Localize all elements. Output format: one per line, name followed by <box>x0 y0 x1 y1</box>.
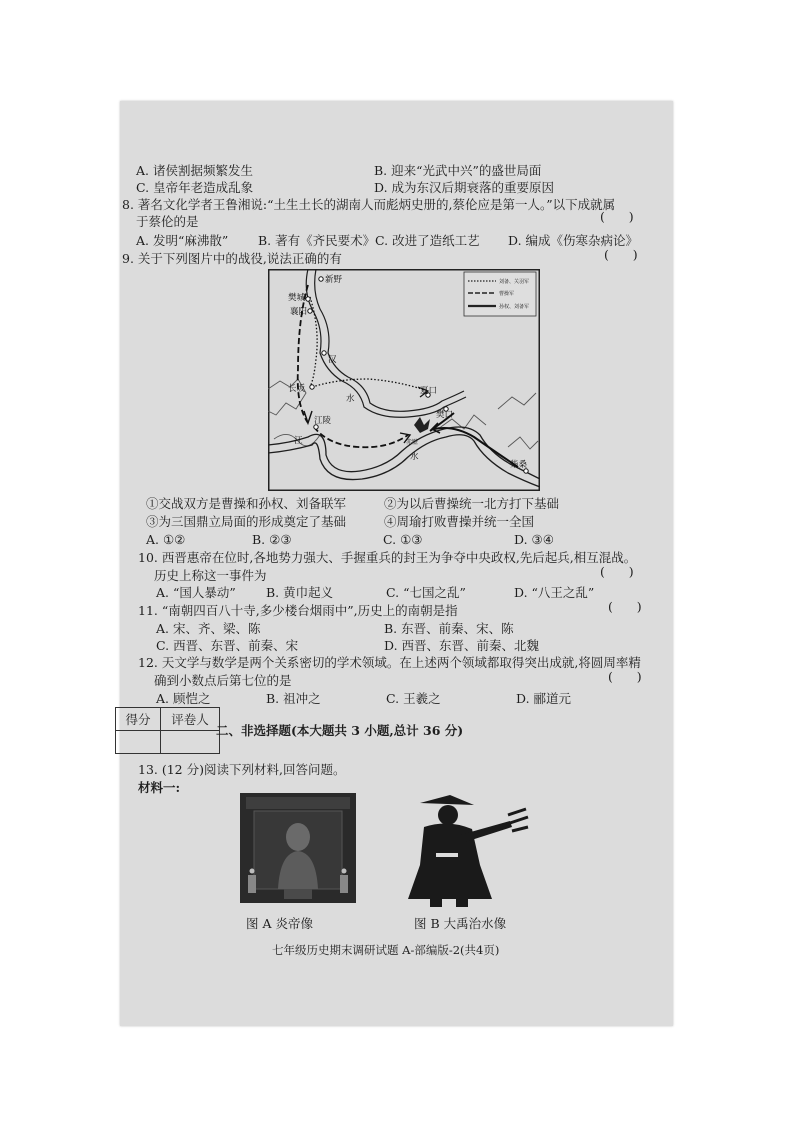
q11-stem: 11. “南朝四百八十寺,多少楼台烟雨中”,历史上的南朝是指 <box>138 603 458 618</box>
red-cliffs-battle-map <box>268 269 540 491</box>
q12-option-c: C. 王羲之 <box>386 691 441 706</box>
place-xiangyang: 襄阳 <box>290 307 308 317</box>
section-2-heading: 二、非选择题(本大题共 3 小题,总计 36 分) <box>216 723 464 738</box>
q11-option-d: D. 西晋、东晋、前秦、北魏 <box>384 638 540 653</box>
q10-stem-line2: 历史上称这一事件为 <box>154 568 267 583</box>
q10-option-c: C. “七国之乱” <box>386 585 466 600</box>
q12-option-a: A. 顾恺之 <box>156 691 211 706</box>
q12-stem-line1: 12. 天文学与数学是两个关系密切的学术领域。在上述两个领域都取得突出成就,将圆周率精 <box>138 655 641 670</box>
q12-option-d: D. 郦道元 <box>516 691 572 706</box>
material-1-label: 材料一: <box>138 780 181 795</box>
q10-answer-paren: ( ) <box>600 564 634 579</box>
q9-statement-4: ④周瑜打败曹操并统一全国 <box>384 514 535 529</box>
q11-answer-paren: ( ) <box>608 599 642 614</box>
q9-statement-2: ②为以后曹操统一北方打下基础 <box>384 496 560 511</box>
q7-option-b: B. 迎来“光武中兴”的盛世局面 <box>374 163 542 178</box>
q11-option-c: C. 西晋、东晋、前秦、宋 <box>156 638 299 653</box>
q9-statement-3: ③为三国鼎立局面的形成奠定了基础 <box>146 514 347 529</box>
q8-stem-line2: 于蔡伦的是 <box>136 214 199 229</box>
score-label: 得分 <box>116 708 161 731</box>
q12-stem-line2: 确到小数点后第七位的是 <box>154 673 292 688</box>
q8-option-a: A. 发明“麻沸散” <box>136 233 229 248</box>
place-chibi: 赤壁 <box>406 439 419 446</box>
place-jiangling: 江陵 <box>314 416 332 426</box>
q9-option-c: C. ①③ <box>383 532 423 547</box>
q7-option-c: C. 皇帝年老造成乱象 <box>136 180 254 195</box>
q8-stem-line1: 8. 著名文化学者王鲁湘说:“土生土长的湖南人而彪炳史册的,蔡伦应是第一人。”以下成就属 <box>122 197 616 212</box>
place-changban: 长坂 <box>288 384 306 394</box>
q10-option-d: D. “八王之乱” <box>514 585 595 600</box>
place-fankou: 樊口 <box>436 410 454 420</box>
q9-option-b: B. ②③ <box>252 532 292 547</box>
map-legend <box>464 272 536 316</box>
page-footer: 七年级历史期末调研试题 A-部编版-2(共4页) <box>272 943 500 957</box>
place-fancheng: 樊城 <box>288 293 306 303</box>
q8-answer-paren: ( ) <box>600 209 634 224</box>
grader-cell[interactable] <box>161 731 220 754</box>
place-chaisang: 柴桑 <box>510 460 528 470</box>
legend-cao: 曹操军 <box>499 291 515 297</box>
q10-option-b: B. 黄巾起义 <box>266 585 334 600</box>
q7-option-d: D. 成为东汉后期衰落的重要原因 <box>374 180 555 195</box>
q8-option-d: D. 编成《伤寒杂病论》 <box>508 233 639 248</box>
place-han: 汉 <box>328 355 337 365</box>
place-shui-1: 水 <box>346 394 355 404</box>
figure-a-caption: 图 A 炎帝像 <box>246 916 313 931</box>
q9-option-a: A. ①② <box>146 532 186 547</box>
figure-b-caption: 图 B 大禹治水像 <box>414 916 507 931</box>
place-shui-2: 水 <box>410 452 419 462</box>
legend-sun-liu: 孙权、刘备军 <box>499 304 530 310</box>
exam-page <box>120 101 673 1026</box>
q9-option-d: D. ③④ <box>514 532 554 547</box>
q12-option-b: B. 祖冲之 <box>266 691 321 706</box>
q11-option-b: B. 东晋、前秦、宋、陈 <box>384 621 514 636</box>
q9-answer-paren: ( ) <box>604 247 638 262</box>
q12-answer-paren: ( ) <box>608 669 642 684</box>
legend-liu-guan: 刘备、关羽军 <box>499 279 530 285</box>
q8-option-b: B. 著有《齐民要术》 <box>258 233 376 248</box>
place-jiang: 江 <box>294 436 303 446</box>
grader-label: 评卷人 <box>161 708 220 731</box>
score-cell[interactable] <box>116 731 161 754</box>
q8-option-c: C. 改进了造纸工艺 <box>375 233 480 248</box>
score-box <box>115 707 220 754</box>
dayu-flood-control-figure <box>400 793 530 909</box>
q10-stem-line1: 10. 西晋惠帝在位时,各地势力强大、手握重兵的封王为争夺中央政权,先后起兵,相互混战。 <box>138 550 637 565</box>
q7-option-a: A. 诸侯割据频繁发生 <box>136 163 253 178</box>
q9-stem: 9. 关于下列图片中的战役,说法正确的有 <box>122 251 342 266</box>
q13-stem: 13. (12 分)阅读下列材料,回答问题。 <box>138 762 346 777</box>
q9-statement-1: ①交战双方是曹操和孙权、刘备联军 <box>146 496 347 511</box>
place-xiakou: 夏口 <box>420 386 438 396</box>
q10-option-a: A. “国人暴动” <box>156 585 236 600</box>
yandi-statue-photo <box>240 793 356 903</box>
q11-option-a: A. 宋、齐、梁、陈 <box>156 621 261 636</box>
place-xinye: 新野 <box>325 275 343 285</box>
